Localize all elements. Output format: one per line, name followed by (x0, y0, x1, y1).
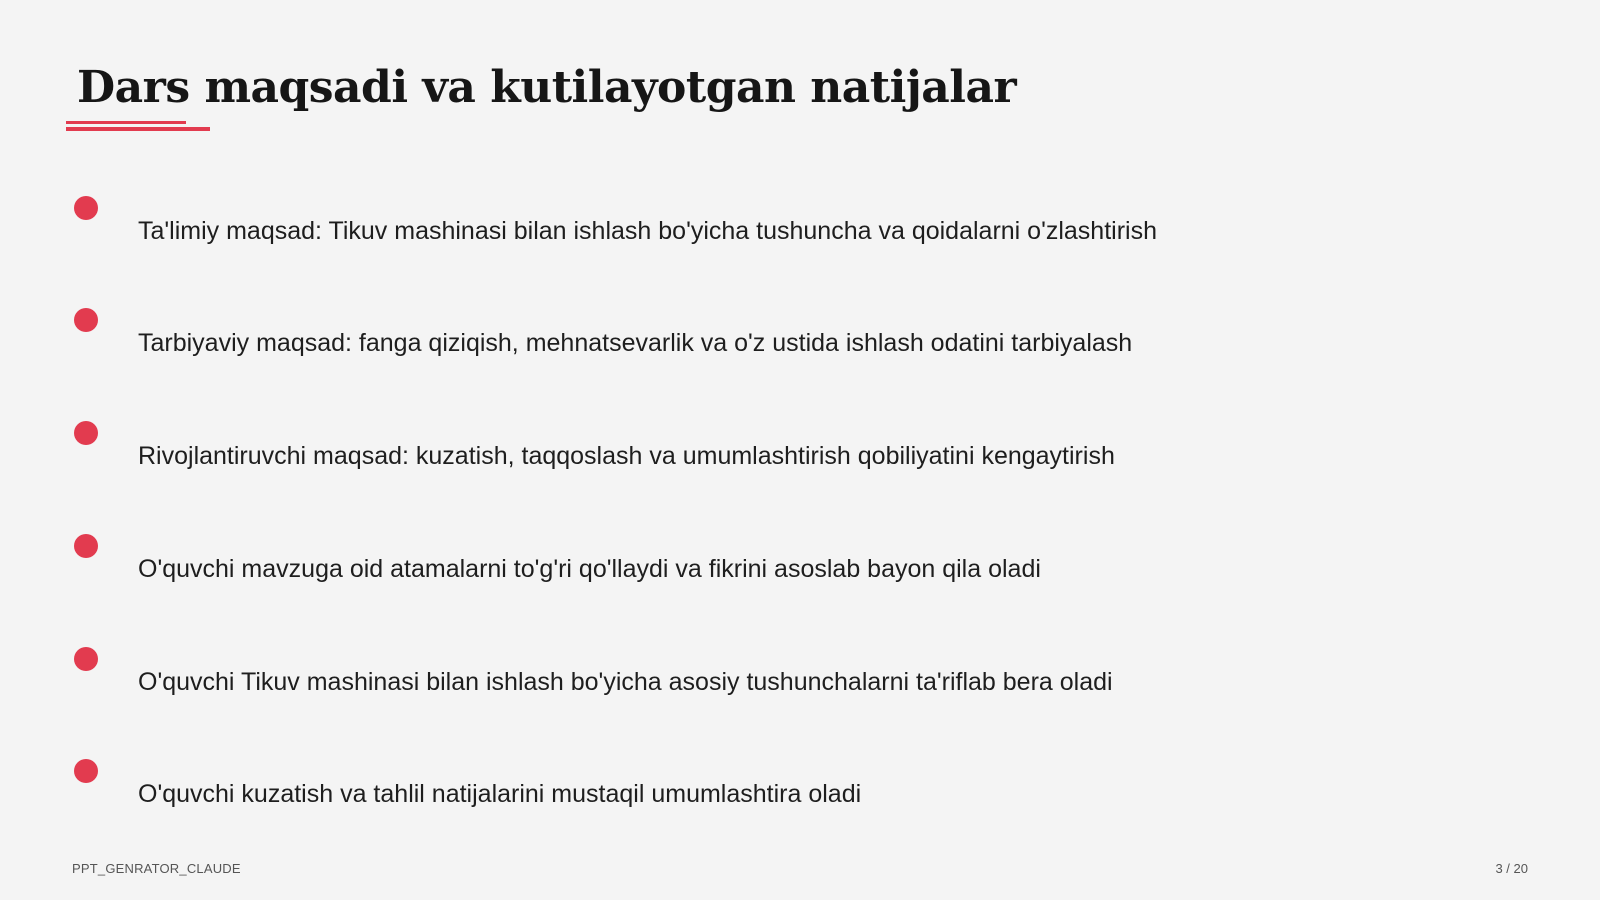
bullet-dot-icon (74, 647, 98, 671)
title-underline-bottom (66, 127, 210, 131)
bullet-dot-icon (74, 308, 98, 332)
list-item (0, 647, 1400, 727)
title-underline-top (66, 121, 186, 124)
list-item (0, 759, 1400, 839)
list-item (0, 308, 1400, 388)
bullet-text: O'quvchi mavzuga oid atamalarni to'g'ri qo'llaydi va fikrini asoslab bayon qila oladi (138, 555, 1041, 583)
list-item (0, 196, 1400, 276)
bullet-text: Ta'limiy maqsad: Tikuv mashinasi bilan ishlash bo'yicha tushuncha va qoidalarni o'zlashtirish (138, 217, 1157, 245)
page-indicator: 3 / 20 (1495, 861, 1528, 876)
bullet-dot-icon (74, 421, 98, 445)
list-item (0, 534, 1400, 614)
bullet-text: Rivojlantiruvchi maqsad: kuzatish, taqqoslash va umumlashtirish qobiliyatini kengaytirish (138, 442, 1115, 470)
bullet-dot-icon (74, 196, 98, 220)
slide-title: Dars maqsadi va kutilayotgan natijalar (77, 62, 1017, 113)
bullet-text: O'quvchi Tikuv mashinasi bilan ishlash bo'yicha asosiy tushunchalarni ta'riflab bera oladi (138, 668, 1113, 696)
bullet-dot-icon (74, 534, 98, 558)
bullet-text: Tarbiyaviy maqsad: fanga qiziqish, mehnatsevarlik va o'z ustida ishlash odatini tarbiyalash (138, 329, 1133, 357)
title-underline (66, 121, 210, 131)
bullet-text: O'quvchi kuzatish va tahlil natijalarini mustaqil umumlashtira oladi (138, 780, 862, 808)
list-item (0, 421, 1400, 501)
bullet-dot-icon (74, 759, 98, 783)
footer-label: PPT_GENRATOR_CLAUDE (72, 861, 241, 876)
